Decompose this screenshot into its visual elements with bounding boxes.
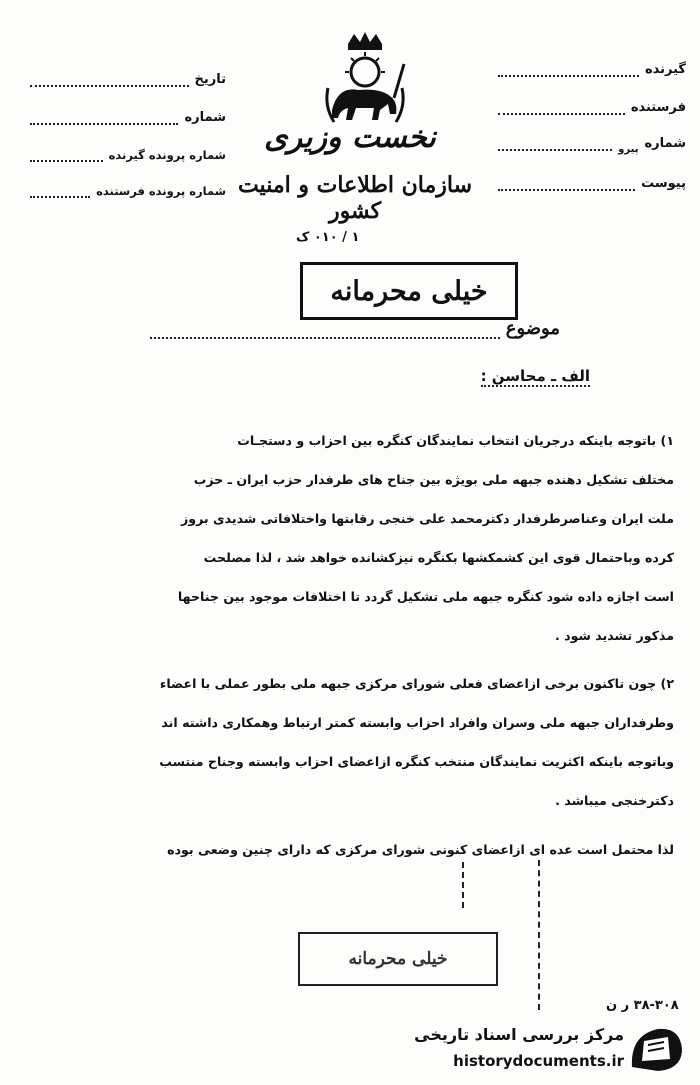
number-handwriting: پیرو bbox=[618, 144, 639, 155]
org-subtitle: سازمان اطلاعات و امنیت کشور bbox=[237, 172, 473, 224]
document-number: ۳۸-۳۰۸ ر ن bbox=[606, 998, 679, 1013]
receiver-label: گیرنده bbox=[644, 62, 686, 77]
recipient-file-label: شماره پرونده گیرنده bbox=[108, 148, 226, 162]
reference-number: ۱ / ۰۱۰ ک bbox=[296, 230, 360, 245]
paragraph-1 bbox=[22, 421, 674, 655]
attachment-field bbox=[498, 176, 686, 191]
dashed-mark bbox=[538, 860, 540, 1010]
section-heading: الف ـ محاسن : bbox=[480, 367, 590, 385]
receiver-field bbox=[498, 62, 686, 77]
archive-url[interactable]: historydocuments.ir bbox=[453, 1052, 624, 1070]
subject-label: موضوع bbox=[505, 318, 560, 339]
sender-file-label: شماره پرونده فرستنده bbox=[96, 184, 226, 198]
subject-row bbox=[150, 318, 560, 339]
paragraph-line: وباتوجه باینکه اکثریت نمایندگان منتخب کنگره ازاعضای احزاب وابسته وجناح منتسب bbox=[159, 754, 674, 769]
archive-name: مرکز بررسی اسناد تاریخی bbox=[414, 1025, 624, 1044]
paragraph-line: وطرفداران جبهه ملی وسران وافراد احزاب وابسته کمتر ارتباط وهمکاری داشته اند bbox=[161, 715, 674, 730]
paragraph-line: است اجازه داده شود کنگره جبهه ملی تشکیل گردد تا اختلافات موجود بین جناحها bbox=[177, 589, 674, 604]
org-title: نخست وزیری bbox=[264, 120, 436, 155]
number-field-left bbox=[30, 110, 226, 125]
date-field bbox=[30, 72, 226, 87]
sender-field bbox=[498, 100, 686, 115]
paragraph-line: ملت ایران وعناصرطرفدار دکترمحمد علی خنجی رقابتها واختلافاتی شدیدی بروز bbox=[181, 511, 674, 526]
paragraph-2 bbox=[22, 664, 674, 820]
attachment-label: پیوست bbox=[641, 176, 686, 191]
number-field-right bbox=[498, 136, 686, 155]
sender-file-field bbox=[30, 184, 226, 198]
number-label-right: شماره bbox=[644, 136, 686, 151]
paragraph-line: ۱) باتوجه باینکه درجریان انتخاب نمایندگان کنگره بین احزاب و دستجـات bbox=[237, 433, 674, 448]
dashed-mark bbox=[462, 862, 464, 908]
paragraph-line: دکترخنجی میباشد . bbox=[555, 793, 674, 808]
archive-logo-icon bbox=[628, 1023, 684, 1075]
recipient-file-field bbox=[30, 148, 226, 162]
sender-label: فرستنده bbox=[630, 100, 686, 115]
bottom-classification-stamp: خیلی محرمانه bbox=[298, 932, 498, 986]
number-label-left: شماره bbox=[184, 110, 226, 125]
classification-stamp: خیلی محرمانه bbox=[300, 262, 518, 320]
paragraph-line: کرده وباحتمال قوی این کشمکشها بکنگره نیزکشانده خواهد شد ، لذا مصلحت bbox=[203, 550, 674, 565]
paragraph-3 bbox=[22, 830, 674, 869]
lion-and-sun-emblem-icon bbox=[320, 30, 410, 125]
paragraph-line: ۲) چون تاکنون برخی ازاعضای فعلی شورای مرکزی جبهه ملی بطور عملی با اعضاء bbox=[159, 676, 674, 691]
paragraph-line: لذا محتمل است عده ای ازاعضای کنونی شورای مرکزی که دارای چنین وضعی بوده bbox=[167, 842, 674, 857]
paragraph-line: مختلف تشکیل دهنده جبهه ملی بویژه بین جناح های طرفدار حزب ایران ـ حزب bbox=[193, 472, 674, 487]
paragraph-line: مذکور تشدید شود . bbox=[554, 628, 674, 643]
date-label: تاریخ bbox=[194, 72, 226, 87]
